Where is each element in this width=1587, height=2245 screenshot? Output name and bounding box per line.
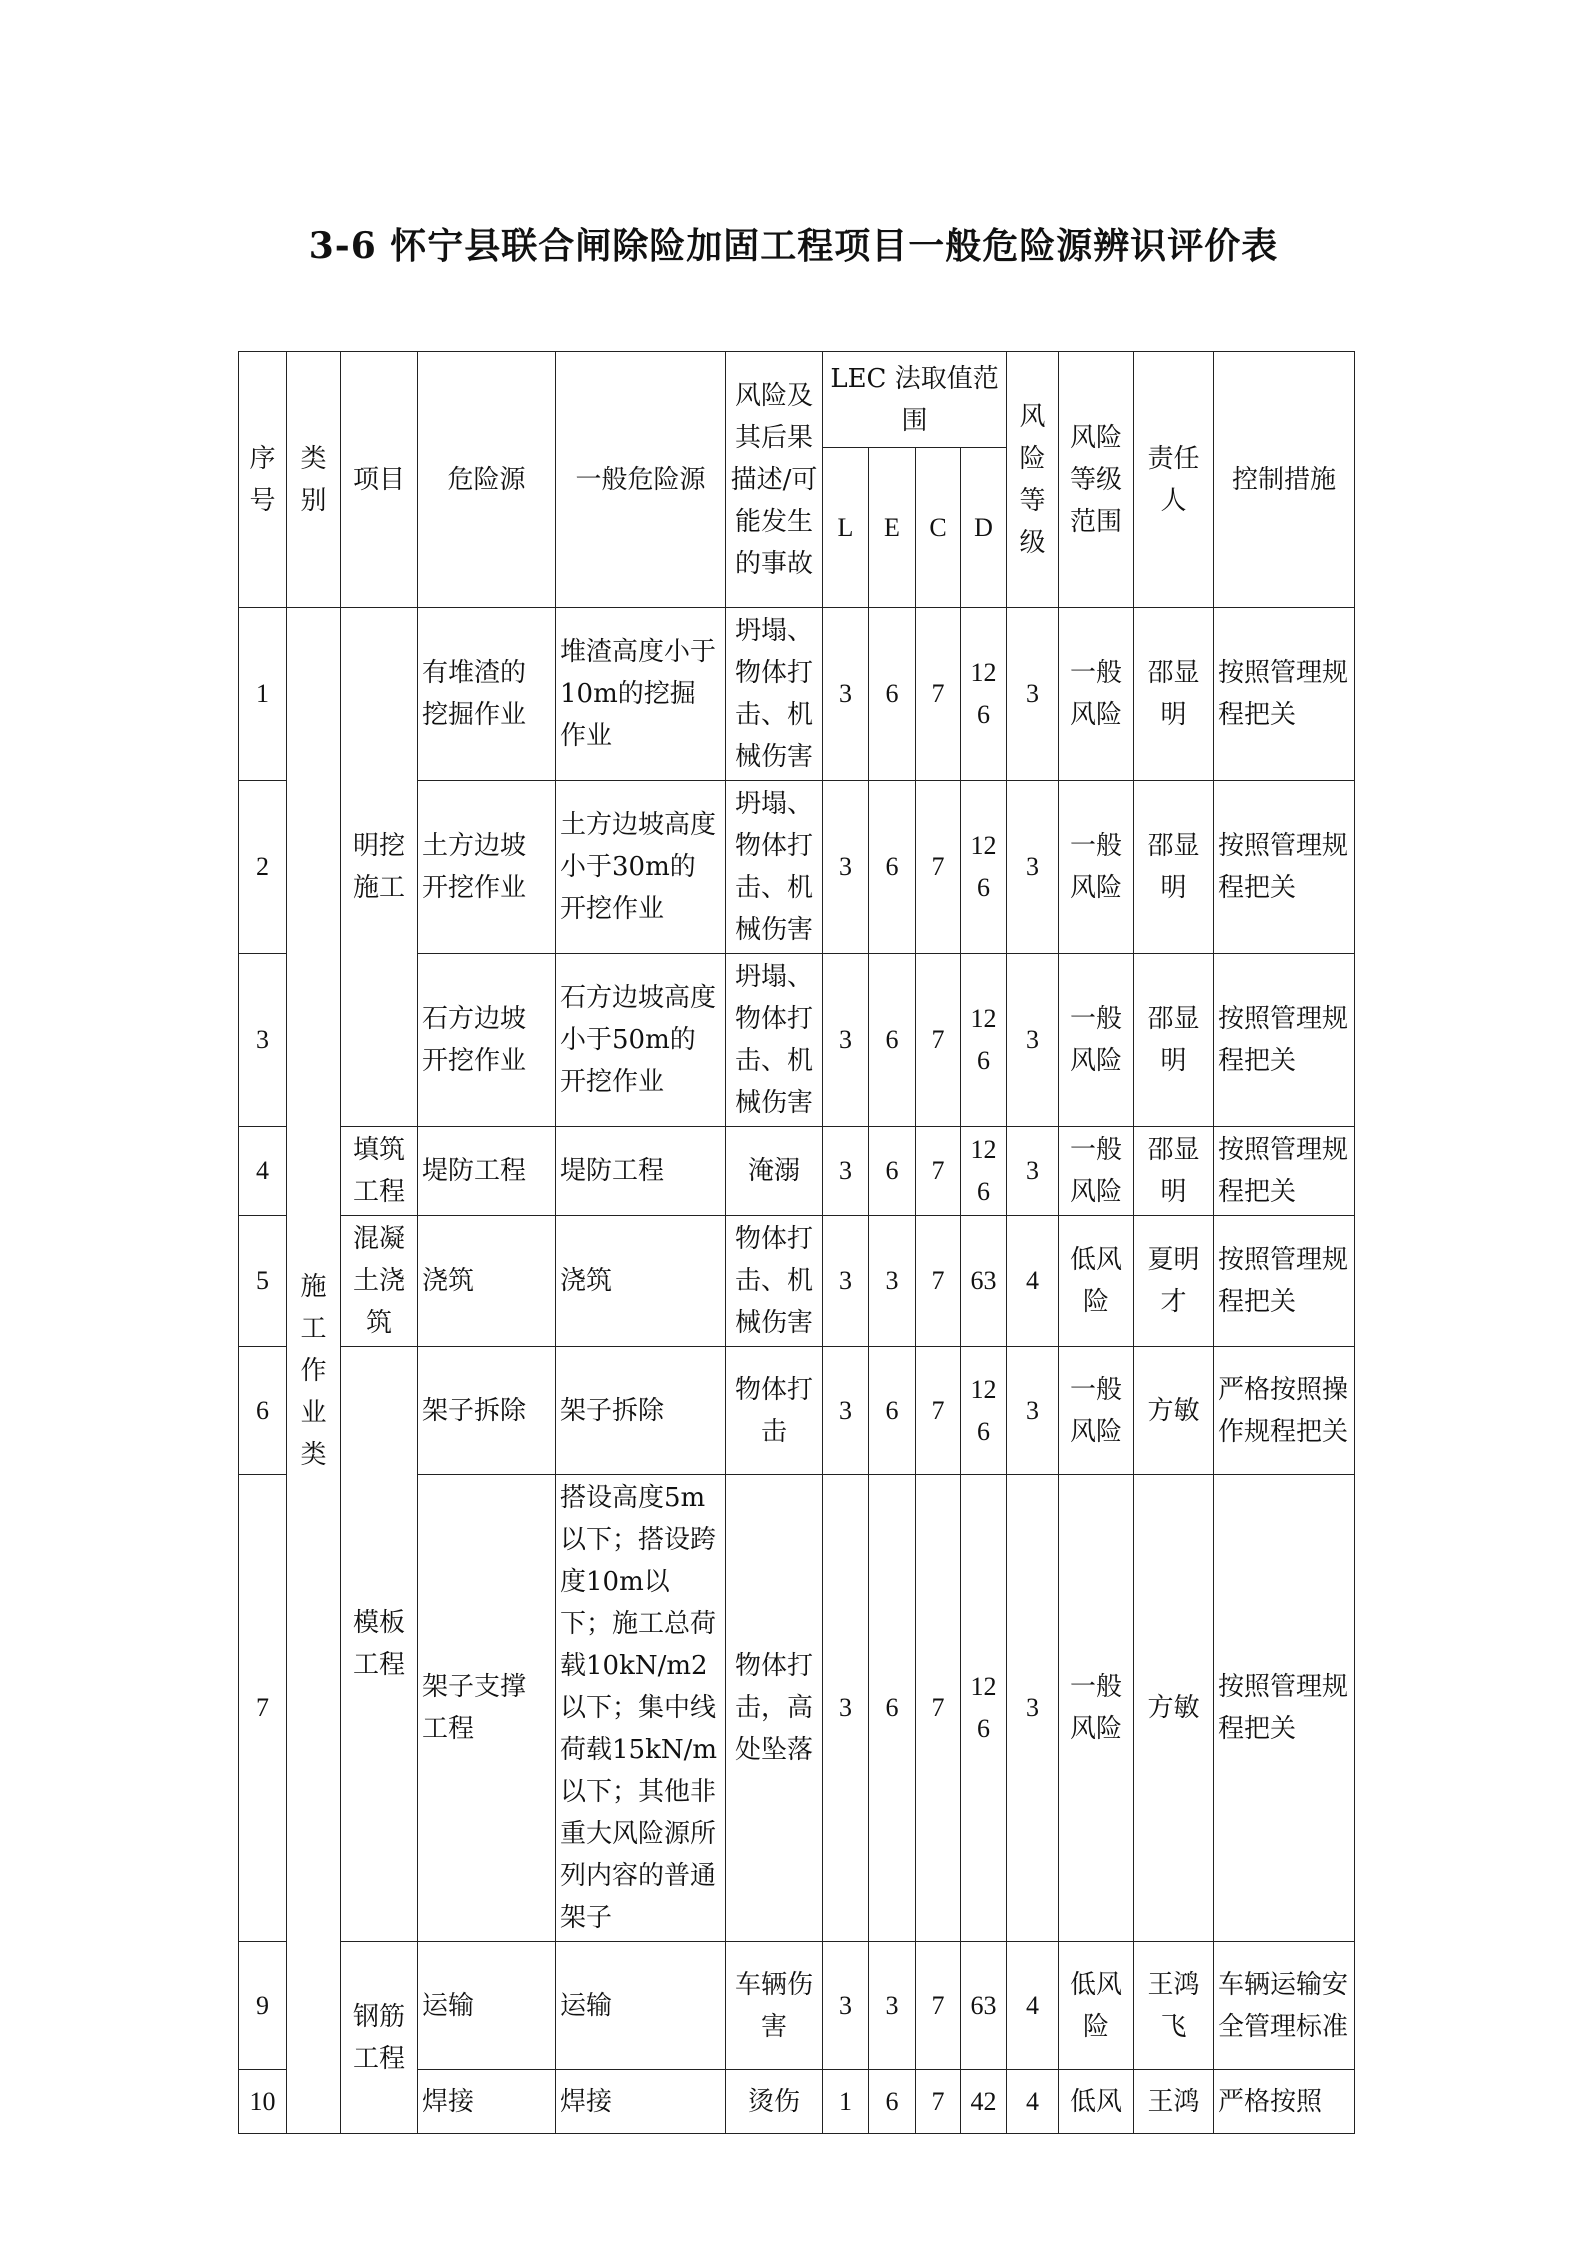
cell-measures: 严格按照操作规程把关	[1214, 1347, 1355, 1475]
cell-c: 7	[916, 1942, 961, 2070]
cell-range: 一般风险	[1059, 1347, 1134, 1475]
cell-consequence: 烫伤	[726, 2070, 823, 2134]
cell-owner: 邵显明	[1134, 954, 1214, 1127]
cell-l: 3	[823, 1475, 869, 1942]
cell-measures: 严格按照	[1214, 2070, 1355, 2134]
cell-e: 6	[869, 1347, 916, 1475]
cell-item-group: 填筑工程	[341, 1127, 418, 1216]
cell-c: 7	[916, 1347, 961, 1475]
cell-seq: 5	[239, 1216, 287, 1347]
cell-measures: 按照管理规程把关	[1214, 1127, 1355, 1216]
cell-d: 126	[961, 608, 1007, 781]
cell-d: 126	[961, 1347, 1007, 1475]
cell-level: 3	[1007, 781, 1059, 954]
cell-level: 4	[1007, 1942, 1059, 2070]
cell-measures: 按照管理规程把关	[1214, 781, 1355, 954]
header-owner: 责任人	[1134, 352, 1214, 608]
cell-hazard: 架子拆除	[418, 1347, 556, 1475]
cell-c: 7	[916, 1475, 961, 1942]
cell-range: 低风险	[1059, 1942, 1134, 2070]
cell-range: 一般风险	[1059, 608, 1134, 781]
header-category: 类别	[287, 352, 341, 608]
cell-seq: 7	[239, 1475, 287, 1942]
cell-seq: 9	[239, 1942, 287, 2070]
cell-owner: 方敏	[1134, 1475, 1214, 1942]
cell-d: 42	[961, 2070, 1007, 2134]
header-seq: 序号	[239, 352, 287, 608]
cell-l: 3	[823, 1942, 869, 2070]
cell-level: 3	[1007, 608, 1059, 781]
cell-e: 6	[869, 954, 916, 1127]
cell-measures: 按照管理规程把关	[1214, 954, 1355, 1127]
cell-seq: 1	[239, 608, 287, 781]
cell-hazard: 运输	[418, 1942, 556, 2070]
cell-c: 7	[916, 1216, 961, 1347]
cell-measures: 按照管理规程把关	[1214, 1475, 1355, 1942]
cell-owner: 王鸿	[1134, 2070, 1214, 2134]
cell-consequence: 坍塌、物体打击、机械伤害	[726, 781, 823, 954]
cell-hazard: 土方边坡开挖作业	[418, 781, 556, 954]
cell-level: 3	[1007, 1475, 1059, 1942]
cell-d: 126	[961, 781, 1007, 954]
cell-general-hazard: 架子拆除	[556, 1347, 726, 1475]
cell-consequence: 车辆伤害	[726, 1942, 823, 2070]
cell-general-hazard: 石方边坡高度小于50m的开挖作业	[556, 954, 726, 1127]
cell-item-group: 明挖施工	[341, 608, 418, 1127]
cell-c: 7	[916, 1127, 961, 1216]
cell-d: 126	[961, 1475, 1007, 1942]
cell-consequence: 物体打击	[726, 1347, 823, 1475]
cell-owner: 邵显明	[1134, 1127, 1214, 1216]
cell-range: 低风险	[1059, 1216, 1134, 1347]
header-d: D	[961, 448, 1007, 608]
cell-seq: 3	[239, 954, 287, 1127]
cell-d: 126	[961, 1127, 1007, 1216]
cell-level: 3	[1007, 1127, 1059, 1216]
cell-l: 3	[823, 1347, 869, 1475]
cell-level: 3	[1007, 1347, 1059, 1475]
cell-category: 施工作业类	[287, 608, 341, 2134]
cell-item-group: 钢筋工程	[341, 1942, 418, 2134]
cell-measures: 按照管理规程把关	[1214, 1216, 1355, 1347]
cell-seq: 4	[239, 1127, 287, 1216]
cell-hazard: 堤防工程	[418, 1127, 556, 1216]
table-row	[239, 1127, 1355, 1216]
table-row	[239, 1347, 1355, 1475]
cell-seq: 2	[239, 781, 287, 954]
cell-l: 3	[823, 781, 869, 954]
cell-d: 126	[961, 954, 1007, 1127]
cell-general-hazard: 搭设高度5m以下；搭设跨度10m以下；施工总荷载10kN/m2以下；集中线荷载15kN/m以下；其他非重大风险源所列内容的普通架子	[556, 1475, 726, 1942]
cell-hazard: 浇筑	[418, 1216, 556, 1347]
cell-range: 一般风险	[1059, 1475, 1134, 1942]
cell-e: 6	[869, 1127, 916, 1216]
cell-e: 3	[869, 1216, 916, 1347]
header-c: C	[916, 448, 961, 608]
cell-general-hazard: 浇筑	[556, 1216, 726, 1347]
cell-owner: 邵显明	[1134, 608, 1214, 781]
header-item: 项目	[341, 352, 418, 608]
cell-e: 6	[869, 1475, 916, 1942]
cell-general-hazard: 堤防工程	[556, 1127, 726, 1216]
table-row	[239, 1216, 1355, 1347]
cell-c: 7	[916, 2070, 961, 2134]
cell-e: 3	[869, 1942, 916, 2070]
table-row	[239, 1942, 1355, 2070]
cell-consequence: 坍塌、物体打击、机械伤害	[726, 954, 823, 1127]
cell-item-group: 模板工程	[341, 1347, 418, 1942]
cell-seq: 6	[239, 1347, 287, 1475]
header-consequence: 风险及其后果描述/可能发生的事故	[726, 352, 823, 608]
cell-owner: 方敏	[1134, 1347, 1214, 1475]
cell-general-hazard: 运输	[556, 1942, 726, 2070]
table-row	[239, 608, 1355, 781]
header-hazard: 危险源	[418, 352, 556, 608]
cell-general-hazard: 焊接	[556, 2070, 726, 2134]
page-title: 3-6 怀宁县联合闸除险加固工程项目一般危险源辨识评价表	[308, 225, 1279, 267]
cell-c: 7	[916, 954, 961, 1127]
cell-level: 3	[1007, 954, 1059, 1127]
cell-l: 3	[823, 1216, 869, 1347]
cell-e: 6	[869, 2070, 916, 2134]
cell-c: 7	[916, 608, 961, 781]
cell-d: 63	[961, 1942, 1007, 2070]
cell-owner: 王鸿飞	[1134, 1942, 1214, 2070]
header-risk-level: 风险等级	[1007, 352, 1059, 608]
cell-general-hazard: 土方边坡高度小于30m的开挖作业	[556, 781, 726, 954]
cell-e: 6	[869, 781, 916, 954]
header-lec-range: LEC 法取值范围	[823, 352, 1007, 448]
cell-range: 一般风险	[1059, 781, 1134, 954]
cell-range: 低风	[1059, 2070, 1134, 2134]
cell-measures: 车辆运输安全管理标准	[1214, 1942, 1355, 2070]
cell-hazard: 焊接	[418, 2070, 556, 2134]
cell-measures: 按照管理规程把关	[1214, 608, 1355, 781]
cell-level: 4	[1007, 2070, 1059, 2134]
cell-l: 3	[823, 1127, 869, 1216]
cell-c: 7	[916, 781, 961, 954]
cell-hazard: 石方边坡开挖作业	[418, 954, 556, 1127]
header-l: L	[823, 448, 869, 608]
cell-seq: 10	[239, 2070, 287, 2134]
cell-general-hazard: 堆渣高度小于10m的挖掘作业	[556, 608, 726, 781]
cell-l: 1	[823, 2070, 869, 2134]
cell-owner: 邵显明	[1134, 781, 1214, 954]
hazard-table	[238, 351, 1355, 2134]
cell-d: 63	[961, 1216, 1007, 1347]
cell-l: 3	[823, 954, 869, 1127]
cell-range: 一般风险	[1059, 1127, 1134, 1216]
cell-hazard: 有堆渣的挖掘作业	[418, 608, 556, 781]
cell-level: 4	[1007, 1216, 1059, 1347]
cell-e: 6	[869, 608, 916, 781]
cell-hazard: 架子支撑工程	[418, 1475, 556, 1942]
cell-consequence: 坍塌、物体打击、机械伤害	[726, 608, 823, 781]
cell-consequence: 物体打击、机械伤害	[726, 1216, 823, 1347]
cell-l: 3	[823, 608, 869, 781]
header-e: E	[869, 448, 916, 608]
header-risk-range: 风险等级范围	[1059, 352, 1134, 608]
cell-range: 一般风险	[1059, 954, 1134, 1127]
cell-owner: 夏明才	[1134, 1216, 1214, 1347]
cell-item-group: 混凝土浇筑	[341, 1216, 418, 1347]
header-measures: 控制措施	[1214, 352, 1355, 608]
cell-consequence: 淹溺	[726, 1127, 823, 1216]
cell-consequence: 物体打击，高处坠落	[726, 1475, 823, 1942]
header-general-hazard: 一般危险源	[556, 352, 726, 608]
